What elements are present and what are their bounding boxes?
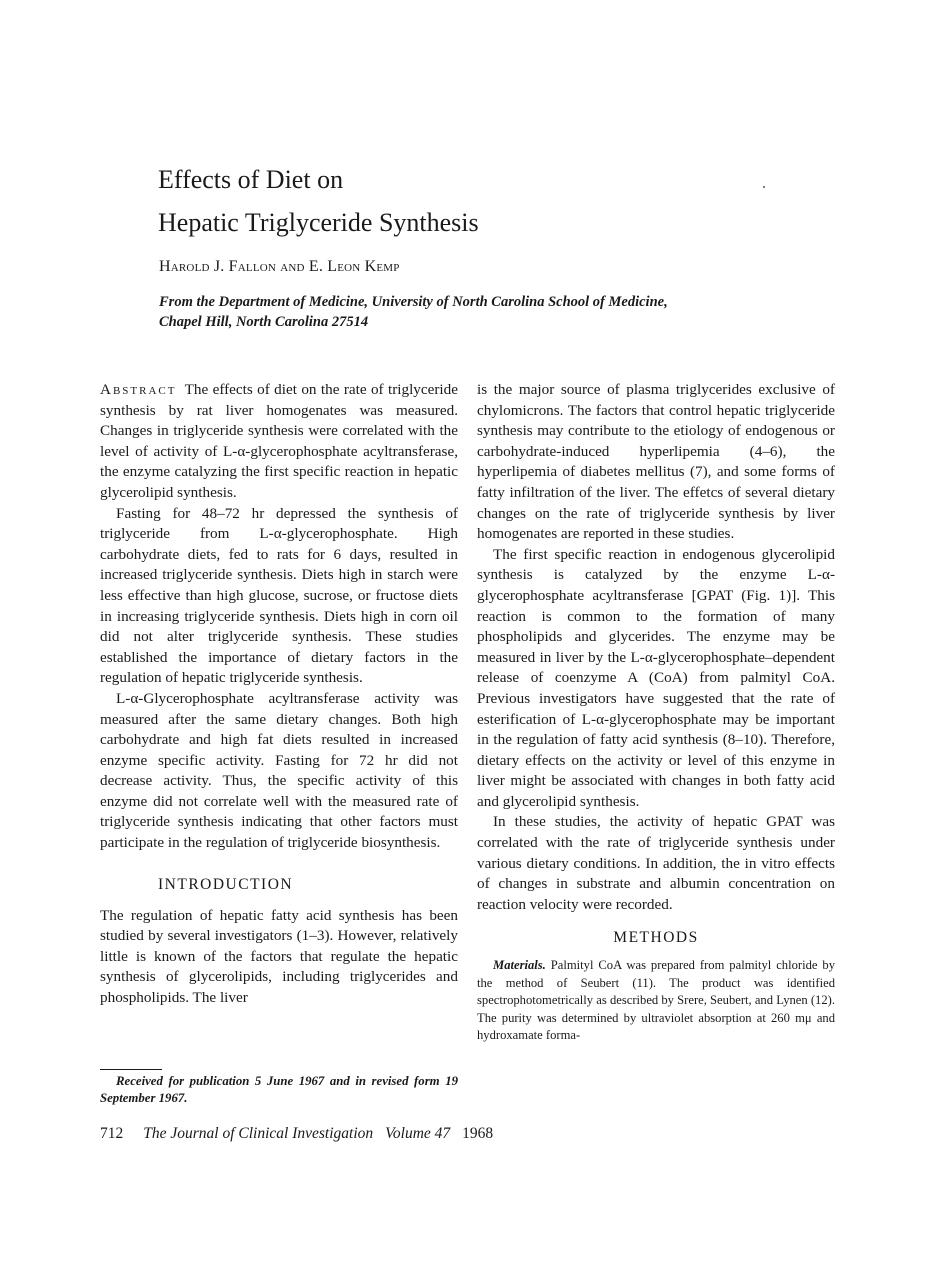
right-column [477,380,835,1044]
title-line-2: Hepatic Triglyceride Synthesis [158,208,479,237]
introduction-paragraph-1-continued: is the major source of plasma triglycerides exclusive of chylomicrons. The factors that control hepatic triglyceride synthesis may contribute to the etiology of endogenous or carbohydrate-induced hyperlipemia (4–6), the hyperlipemia of diabetes mellitus (7), and some forms of fatty infiltration of the liver. The effetcs of several dietary changes on the rate of triglyceride synthesis by liver homogenates are reported in these studies. [477,381,835,543]
materials-runin-heading: Materials. [493,958,546,973]
abstract-text-1: The effects of diet on the rate of triglyceride synthesis by rat liver homogenates was measured. Changes in triglyceride synthesis were correlated with the level of activity of L-α-glycerophosphate acyltransferase, the enzyme catalyzing the first specific reaction in hepatic glycerolipid synthesis. [100,381,458,501]
article-title [158,158,678,244]
methods-text-1: Palmityl CoA was prepared from palmityl chloride by the method of Seubert (11). The product was identified spectrophotometrically as described by Srere, Seubert, and Lynen (12). The purity was determined by ultraviolet absorption at 260 mμ and hydroxamate forma- [477,958,835,1043]
methods-paragraph-1 [477,957,835,1044]
introduction-paragraph-1: The regulation of hepatic fatty acid synthesis has been studied by several investigators (1–3). However, relatively little is known of the factors that regulate the hepatic synthesis of glycerolipids, including triglycerides and phospholipids. The liver [100,906,458,1007]
title-line-1: Effects of Diet on [158,165,344,194]
print-speck [763,186,765,188]
journal-name: The Journal of Clinical Investigation [143,1125,374,1142]
received-footnote: Received for publication 5 June 1967 and in revised form 19 September 1967. [100,1074,458,1106]
author-list: Harold J. Fallon and E. Leon Kemp [159,258,400,275]
abstract-paragraph-1 [100,380,458,504]
introduction-paragraph-3: In these studies, the activity of hepatic GPAT was correlated with the rate of triglyceride synthesis under various dietary conditions. In addition, the in vitro effects of changes in substrate and albumin concentration on reaction velocity were recorded. [477,813,835,913]
page-footer [100,1125,493,1143]
abstract-heading: Abstract [100,381,177,398]
journal-volume: Volume 47 [385,1125,451,1142]
page-number: 712 [100,1125,124,1142]
introduction-heading: INTRODUCTION [158,875,294,893]
abstract-paragraph-2: Fasting for 48–72 hr depressed the synthesis of triglyceride from L-α-glycerophosphate. High carbohydrate diets, fed to rats for 6 days, resulted in increased triglyceride synthesis. Diets high in starch were less effective than high glucose, sucrose, or fructose diets in increasing triglyceride synthesis. Diets high in corn oil did not alter triglyceride synthesis. These studies established the importance of dietary factors in the regulation of hepatic triglyceride synthesis. [100,504,458,687]
affiliation: From the Department of Medicine, University of North Carolina School of Medicine, Chapel Hill, North Carolina 27514 [159,294,668,330]
left-column [100,380,458,1009]
abstract-paragraph-3: L-α-Glycerophosphate acyltransferase activity was measured after the same dietary changes. Both high carbohydrate and high fat diets resulted in increased enzyme specific activity. Fasting for 72 hr did not decrease activity. Thus, the specific activity of this enzyme did not correlate well with the measured rate of triglyceride synthesis indicating that other factors must participate in the regulation of triglyceride biosynthesis. [100,689,458,852]
footnote-rule [100,1069,162,1070]
methods-heading: METHODS [613,929,699,947]
journal-year: 1968 [462,1125,494,1142]
introduction-paragraph-2: The first specific reaction in endogenous glycerolipid synthesis is catalyzed by the enzyme L-α-glycerophosphate acyltransferase [GPAT (Fig. 1)]. This reaction is common to the formation of many phospholipids and glycerides. The enzyme may be measured in liver by the L-α-glycerophosphate–dependent release of coenzyme A (CoA) from palmityl CoA. Previous investigators have suggested that the rate of esterification of L-α-glycerophosphate may be important in the regulation of fatty acid synthesis (8–10). Therefore, dietary effects on the activity or level of this enzyme in liver might be associated with changes in both fatty acid and glycerolipid synthesis. [477,545,835,810]
